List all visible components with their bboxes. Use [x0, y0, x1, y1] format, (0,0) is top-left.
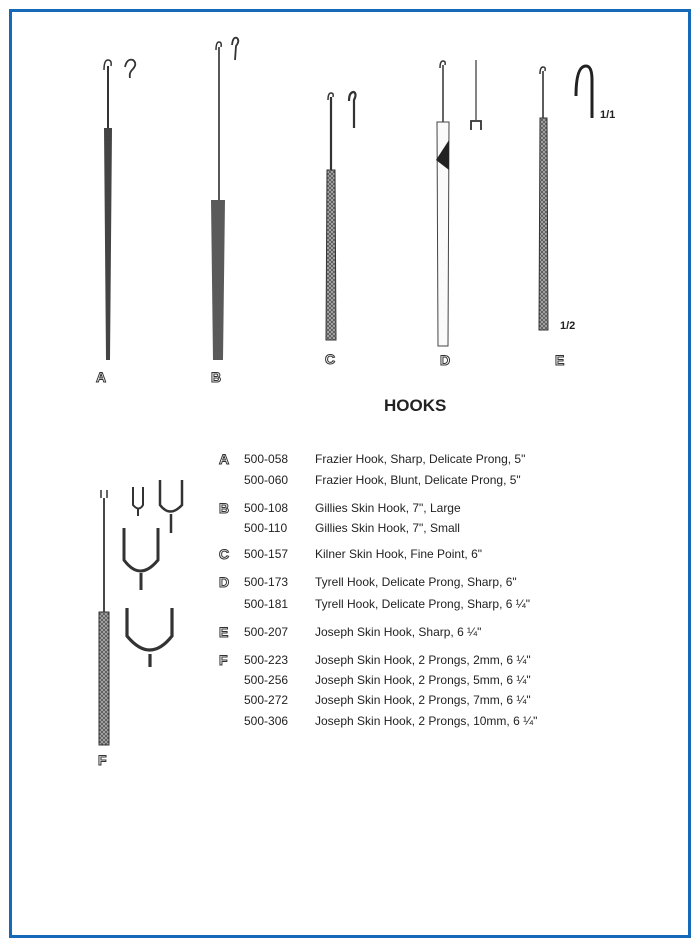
- instrument-label-a: A: [96, 369, 107, 385]
- catalog-group-letter: D: [219, 574, 230, 590]
- catalog-code: 500-157: [244, 547, 289, 561]
- catalog-description: Joseph Skin Hook, 2 Prongs, 5mm, 6 ¼": [315, 673, 531, 687]
- catalog-code: 500-058: [244, 452, 289, 466]
- catalog-code: 500-060: [244, 473, 289, 487]
- catalog-code: 500-256: [244, 673, 289, 687]
- catalog-description: Joseph Skin Hook, Sharp, 6 ¼": [315, 625, 482, 639]
- catalog-description: Joseph Skin Hook, 2 Prongs, 10mm, 6 ¼": [315, 714, 538, 728]
- instrument-label-f: F: [98, 752, 107, 768]
- catalog-description: Joseph Skin Hook, 2 Prongs, 2mm, 6 ¼": [315, 653, 531, 667]
- instrument-e-drawing: [539, 66, 592, 330]
- catalog-description: Kilner Skin Hook, Fine Point, 6": [315, 547, 483, 561]
- catalog-code: 500-223: [244, 653, 289, 667]
- page-title: HOOKS: [384, 396, 447, 415]
- catalog-group-letter: B: [219, 500, 230, 516]
- catalog-code: 500-207: [244, 625, 289, 639]
- catalog-code: 500-306: [244, 714, 289, 728]
- catalog-description: Gillies Skin Hook, 7", Large: [315, 501, 461, 515]
- catalog-description: Tyrell Hook, Delicate Prong, Sharp, 6": [315, 575, 517, 589]
- catalog-description: Tyrell Hook, Delicate Prong, Sharp, 6 ¼": [315, 597, 531, 611]
- instrument-d-drawing: [436, 60, 481, 346]
- catalog-description: Joseph Skin Hook, 2 Prongs, 7mm, 6 ¼": [315, 693, 531, 707]
- scale-label-full: 1/1: [600, 109, 616, 121]
- instrument-label-c: C: [325, 351, 336, 367]
- instrument-label-e: E: [555, 352, 565, 368]
- instrument-a-drawing: [104, 60, 135, 360]
- instrument-c-drawing: [326, 92, 356, 340]
- instrument-label-d: D: [440, 352, 451, 368]
- instrument-b-drawing: [211, 38, 238, 360]
- catalog-code: 500-110: [244, 521, 288, 535]
- catalog-group-letter: E: [219, 624, 229, 640]
- catalog-description: Frazier Hook, Sharp, Delicate Prong, 5": [315, 452, 526, 466]
- scale-label-half: 1/2: [560, 320, 576, 332]
- instrument-f-drawing: [99, 480, 182, 745]
- catalog-code: 500-272: [244, 693, 289, 707]
- catalog-description: Frazier Hook, Blunt, Delicate Prong, 5": [315, 473, 521, 487]
- catalog-group-letter: C: [219, 546, 230, 562]
- instrument-label-b: B: [211, 369, 222, 385]
- catalog-group-letter: F: [219, 652, 228, 668]
- catalog-code: 500-173: [244, 575, 289, 589]
- catalog-code: 500-181: [244, 597, 289, 611]
- catalog-code: 500-108: [244, 501, 289, 515]
- catalog-group-letter: A: [219, 451, 230, 467]
- catalog-description: Gillies Skin Hook, 7", Small: [315, 521, 460, 535]
